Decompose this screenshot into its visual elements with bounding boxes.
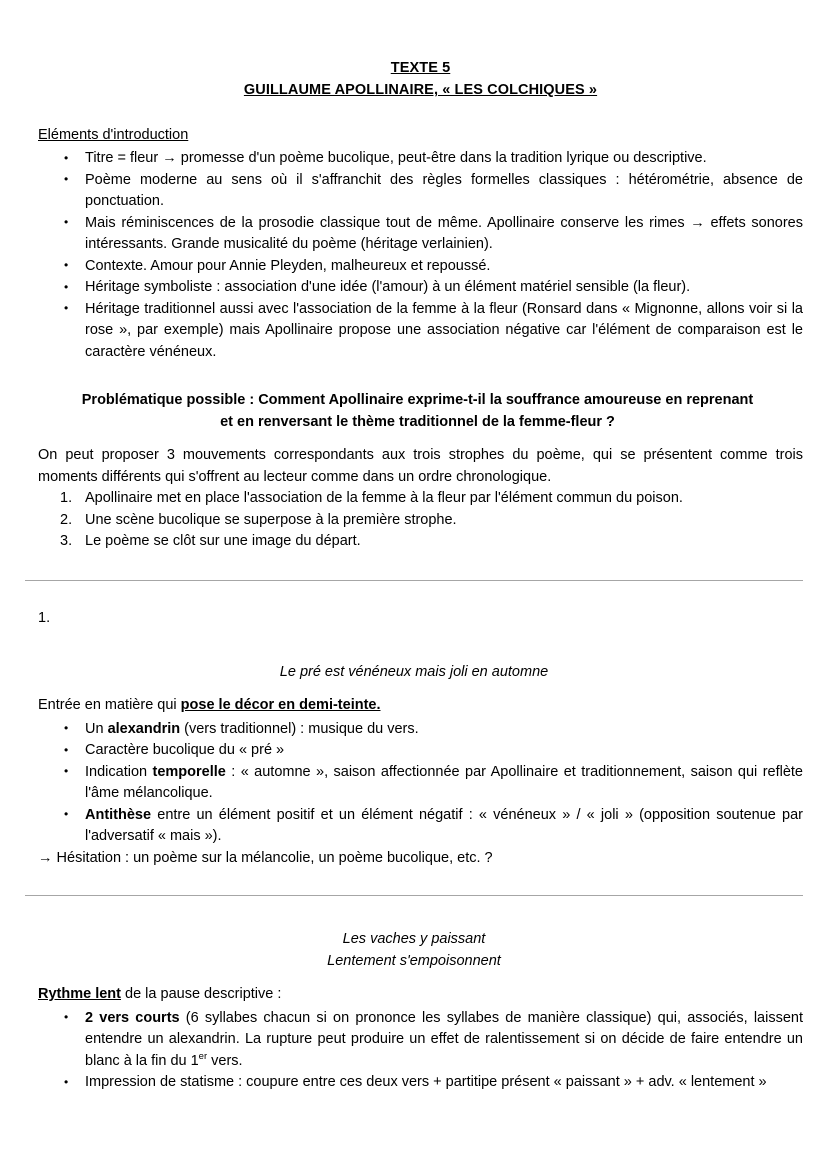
list-item (38, 762, 803, 805)
list-item: Une scène bucolique se superpose à la première strophe. (85, 511, 457, 528)
bullet-rest-b: vers. (207, 1052, 243, 1069)
list-item (38, 805, 803, 848)
list-item: Apollinaire met en place l'association de la femme à la fleur par l'élément commun du poison. (85, 490, 683, 506)
list-item: • Héritage traditionnel aussi avec l'association de la femme à la fleur (Ronsard dans « Mignonne, allons voir si la rose », par exemple) mais Apollinaire propose une association négative car l'élément de comparaison est le caractère vénéneux. (38, 299, 803, 364)
bullet-rest: entre un élément positif et un élément négatif : « vénéneux » / « joli » (opposition soutenue par l'adversatif « mais »). (85, 806, 803, 844)
intro-heading-text: Eléments d'introduction (38, 127, 189, 143)
lead-in-emphasis: Rythme lent (38, 986, 121, 1002)
page-title (38, 58, 803, 78)
list-item: • Héritage symboliste : association d'une idée (l'amour) à un élément matériel sensible (la fleur). (38, 277, 803, 299)
poem-line: Lentement s'empoisonnent (327, 953, 501, 969)
bullet-bold-prefix: Un (85, 720, 108, 737)
section-divider-2-wrap (38, 895, 803, 896)
problematique-statement: Problématique possible : Comment Apollinaire exprime-t-il la souffrance amoureuse en reprenant et en renversant le thème traditionnel de la femme-fleur ? (81, 392, 754, 430)
lead-in-emphasis: pose le décor en demi-teinte. (180, 697, 381, 713)
bullet-bold-word: alexandrin (107, 720, 181, 737)
movement-2-bullet-list (38, 1008, 803, 1094)
section-divider-1 (25, 580, 803, 581)
bullet-bold-prefix: Indication (85, 763, 153, 780)
bullet-rest: (vers traditionnel) : musique du vers. (180, 720, 419, 737)
movement-1-bullet-list (38, 719, 803, 848)
bullet-bold-word: temporelle (152, 763, 226, 780)
movement-1-arrow-note: → Hésitation : un poème sur la mélancolie, un poème bucolique, etc. ? (38, 849, 493, 866)
page-title-text: TEXTE 5 (390, 60, 451, 76)
section-divider-2 (25, 895, 803, 896)
list-item: • Caractère bucolique du « pré » (38, 740, 803, 762)
list-item: • Contexte. Amour pour Annie Pleyden, malheureux et repoussé. (38, 256, 803, 278)
poem-line: Le pré est vénéneux mais joli en automne (279, 664, 549, 680)
bullet-bold-word: 2 vers courts (85, 1009, 180, 1026)
list-item: • Titre = fleur → promesse d'un poème bucolique, peut-être dans la tradition lyrique ou descriptive. (38, 148, 803, 170)
bullet-bold-word: Antithèse (85, 806, 152, 823)
bullet-rest-a: (6 syllabes chacun si on prononce les syllabes de manière classique) qui, associés, laissent entendre un alexandrin. La rupture peut produire un effet de ralentissement si on décide de faire entendre un blanc à la fin du 1 (85, 1009, 803, 1069)
lead-in-plain: Entrée en matière qui (38, 697, 181, 713)
list-item: Le poème se clôt sur une image du départ. (85, 533, 361, 549)
movement-1-number: 1. (38, 609, 51, 626)
movement-1-lead-in (38, 695, 803, 717)
movement-1-quote (38, 661, 803, 683)
page-subtitle (38, 80, 803, 100)
list-item (38, 719, 803, 741)
list-item (38, 1008, 803, 1073)
list-item: • Impression de statisme : coupure entre ces deux vers + partitipe présent « paissant » + adv. « lentement » (38, 1072, 803, 1094)
movement-2-lead-in (38, 984, 803, 1006)
section-divider-1-wrap (38, 580, 803, 581)
plan-numbered-list (38, 488, 803, 553)
ordinal-superscript: er (198, 1050, 208, 1062)
plan-intro-paragraph: On peut proposer 3 mouvements correspondants aux trois strophes du poème, qui se présentent comme trois moments différents qui s'offrent au lecteur comme dans un ordre chronologique. (38, 447, 803, 485)
page-subtitle-text: GUILLAUME APOLLINAIRE, « LES COLCHIQUES » (243, 82, 598, 98)
movement-2-quote (38, 928, 803, 972)
lead-in-rest: de la pause descriptive : (121, 986, 282, 1002)
list-item: • Poème moderne au sens où il s'affranchit des règles formelles classiques : hétérométrie, absence de ponctuation. (38, 170, 803, 213)
list-item: • Mais réminiscences de la prosodie classique tout de même. Apollinaire conserve les rimes → effets sonores intéressants. Grande musicalité du poème (héritage verlainien). (38, 213, 803, 256)
bullet-rest: : « automne », saison affectionnée par Apollinaire et traditionnement, saison qui reflète l'âme mélancolique. (85, 763, 803, 801)
intro-heading (38, 125, 803, 146)
poem-line: Les vaches y paissant (342, 931, 486, 947)
intro-bullet-list (38, 148, 803, 363)
